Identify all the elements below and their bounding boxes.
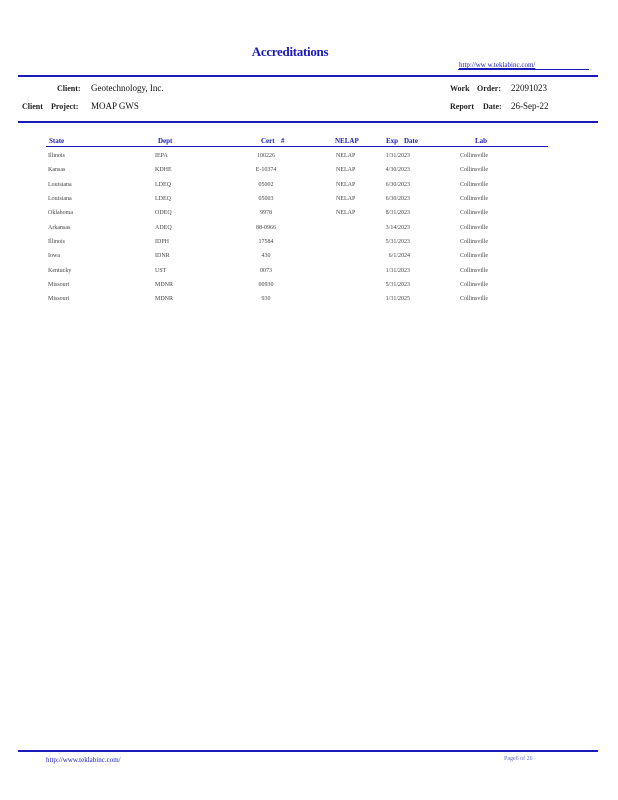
cell-exp-date: 1/31/2025 (385, 296, 410, 302)
cell-lab: Collinsville (460, 153, 489, 159)
col-header-dept: Dept (158, 137, 173, 145)
cell-exp-date: 1/31/2023 (385, 268, 410, 274)
cell-dept: LDEQ (155, 182, 171, 188)
cell-state: Illinois (48, 239, 66, 245)
work-label: Work (450, 84, 470, 93)
cell-dept: IDPH (155, 239, 170, 245)
column-header-underline (46, 146, 548, 147)
cell-nelap: NELAP (336, 210, 356, 216)
cell-state: Kansas (48, 167, 66, 173)
report-label: Report (450, 102, 474, 111)
cell-dept: MDNR (155, 282, 174, 288)
cell-state: Iowa (48, 253, 60, 259)
cell-state: Missouri (48, 296, 70, 302)
cell-lab: Collinsville (460, 182, 489, 188)
cell-exp-date: 5/31/2023 (385, 239, 410, 245)
cell-exp-date: 4/30/2023 (385, 167, 410, 173)
cell-dept: UST (155, 268, 167, 274)
cell-exp-date: 6/30/2023 (385, 196, 410, 202)
cell-dept: IDNR (155, 253, 170, 259)
order-label: Order: (477, 84, 501, 93)
date-label: Date: (483, 102, 502, 111)
cell-state: Missouri (48, 282, 70, 288)
cell-dept: ADEQ (155, 225, 172, 231)
cell-cert: 88-0966 (256, 225, 276, 231)
cell-lab: Collinsville (460, 268, 489, 274)
cell-exp-date: 6/1/2024 (388, 253, 410, 259)
cell-cert: 100226 (257, 153, 275, 159)
col-header-exp: Exp (386, 137, 399, 145)
client-label: Client: (57, 84, 81, 93)
client-prefix-label: Client (22, 102, 43, 111)
cell-lab: Collinsville (460, 253, 489, 259)
cell-cert: 930 (261, 296, 271, 302)
cell-state: Kentucky (48, 268, 72, 274)
cell-state: Louisiana (48, 196, 72, 202)
page-title: Accreditations (251, 44, 329, 59)
cell-exp-date: 1/31/2023 (385, 153, 410, 159)
project-label: Project: (51, 102, 79, 111)
cell-lab: Collinsville (460, 296, 489, 302)
cell-dept: IEPA (155, 153, 168, 159)
cell-lab: Collinsville (460, 167, 489, 173)
col-header-date: Date (404, 137, 418, 145)
cell-dept: KDHE (155, 167, 172, 173)
header-link-underline (458, 69, 589, 70)
cell-dept: ODEQ (155, 210, 172, 216)
page-number: Page6 of 26 (504, 756, 533, 762)
top-divider (18, 75, 598, 77)
cell-cert: 0073 (260, 268, 272, 274)
footer-divider (18, 750, 598, 752)
cell-lab: Collinsville (460, 239, 489, 245)
col-header-cert: Cert (261, 137, 275, 145)
cell-cert: 05003 (258, 196, 274, 202)
cell-state: Arkansas (48, 225, 71, 231)
footer-website-link[interactable]: http://www.teklabinc.com/ (46, 756, 121, 764)
order-value: 22091023 (511, 83, 547, 93)
header-website-link[interactable]: http://ww w.teklabinc.com/ (459, 61, 536, 69)
project-value: MOAP GWS (91, 101, 139, 111)
cell-cert: 9978 (260, 210, 272, 216)
cell-lab: Collinsville (460, 282, 489, 288)
col-header-lab: Lab (475, 137, 488, 145)
cell-state: Illinois (48, 153, 66, 159)
cell-dept: MDNR (155, 296, 174, 302)
cell-exp-date: 5/31/2023 (385, 282, 410, 288)
date-value: 26-Sep-22 (511, 101, 549, 111)
cell-cert: E-10374 (255, 167, 277, 173)
cell-cert: 05002 (258, 182, 274, 188)
cell-lab: Collinsville (460, 210, 489, 216)
cell-state: Oklahoma (48, 210, 73, 216)
cell-exp-date: 3/14/2023 (385, 225, 410, 231)
cell-exp-date: 8/31/2023 (385, 210, 410, 216)
cell-cert: 17584 (258, 239, 274, 245)
cell-cert: 00930 (258, 282, 274, 288)
cell-cert: 430 (261, 253, 271, 259)
cell-nelap: NELAP (336, 153, 356, 159)
col-header-nelap: NELAP (335, 137, 359, 145)
cell-lab: Collinsville (460, 225, 489, 231)
cell-lab: Collinsville (460, 196, 489, 202)
cell-state: Louisiana (48, 182, 72, 188)
cell-dept: LDEQ (155, 196, 171, 202)
col-header-cert-hash: # (281, 137, 285, 145)
client-value: Geotechnology, Inc. (91, 83, 164, 93)
col-header-state: State (49, 137, 65, 145)
header-divider (18, 121, 598, 123)
cell-nelap: NELAP (336, 196, 356, 202)
cell-nelap: NELAP (336, 182, 356, 188)
cell-exp-date: 6/30/2023 (385, 182, 410, 188)
cell-nelap: NELAP (336, 167, 356, 173)
